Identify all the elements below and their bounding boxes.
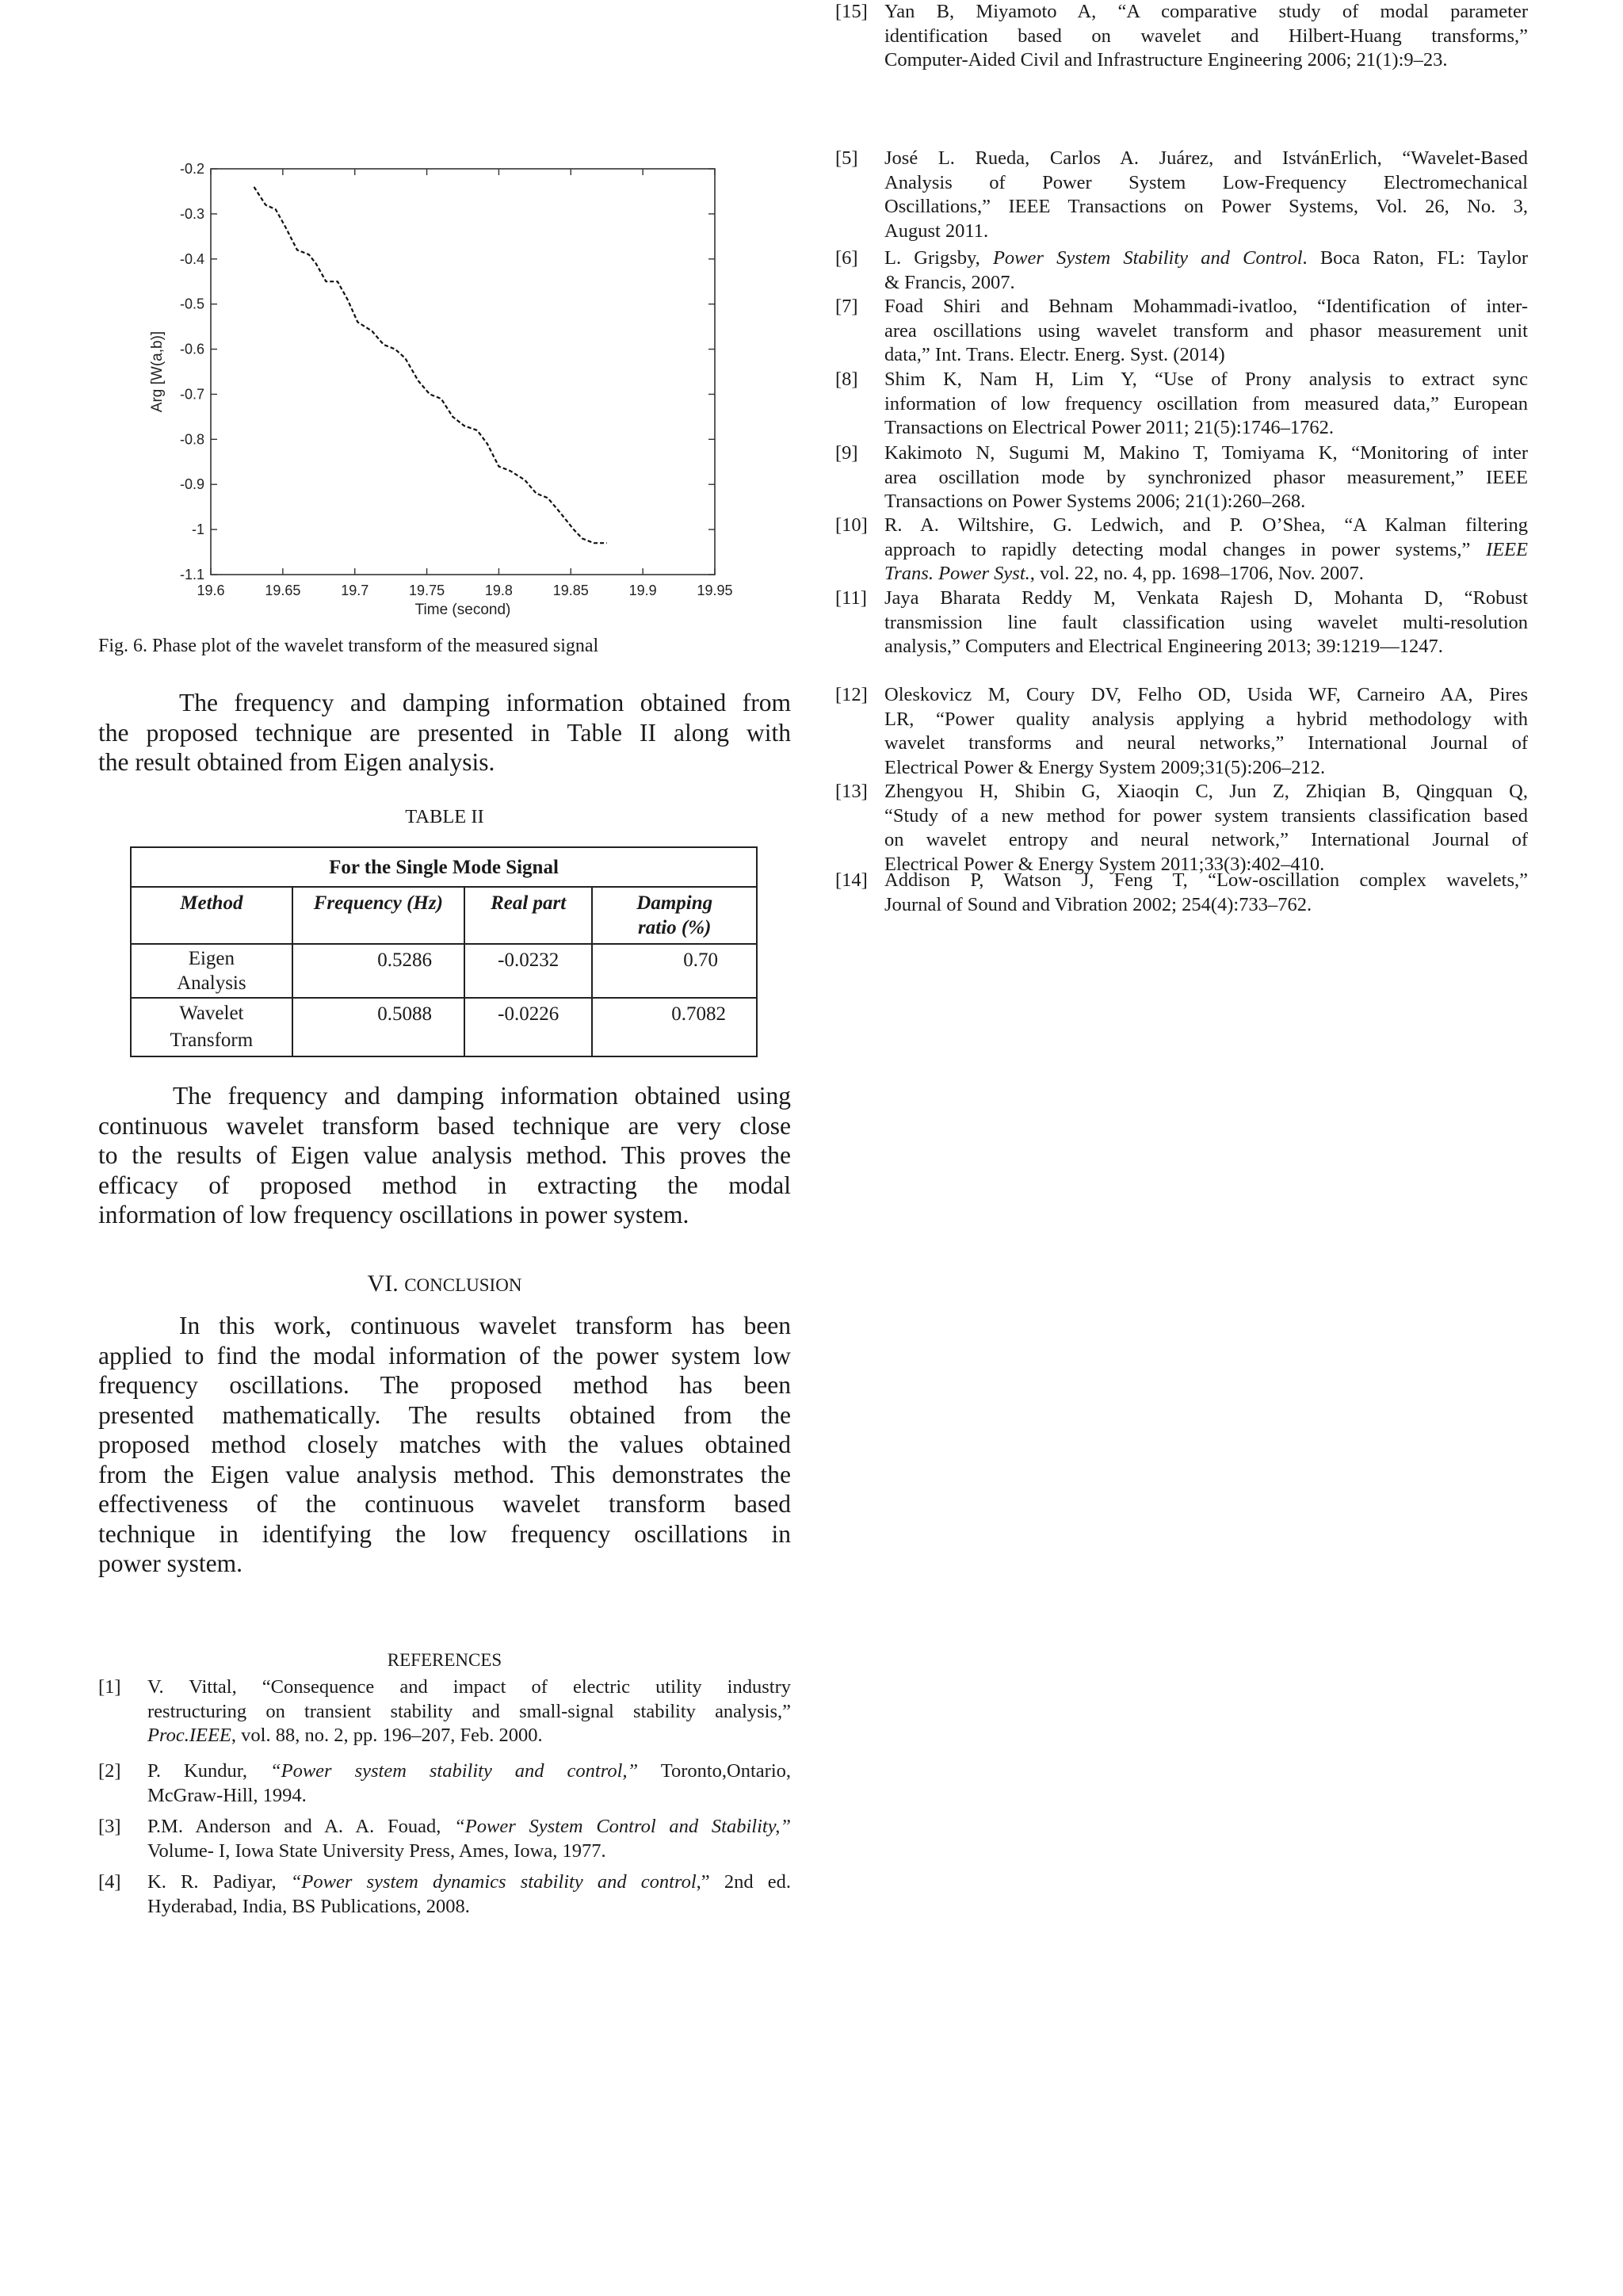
text-line: The frequency and damping information obtained using — [173, 1082, 791, 1110]
table-cell: 0.7082 — [592, 998, 757, 1056]
reference-number: [7] — [835, 296, 858, 317]
reference-line: identification based on wavelet and Hilbert-Huang transforms,” — [884, 25, 1528, 47]
reference-line: Yan B, Miyamoto A, “A comparative study of modal parameter — [884, 1, 1528, 22]
reference-text — [147, 1815, 791, 1863]
y-tick-label: -1.1 — [179, 567, 204, 583]
section-heading-references — [98, 1645, 791, 1672]
reference-line: P.M. Anderson and A. A. Fouad, “Power System Control and Stability,” — [147, 1816, 791, 1837]
reference-line: wavelet transforms and neural networks,” International Journal of — [884, 732, 1528, 754]
reference-line: L. Grigsby, Power System Stability and Control. Boca Raton, FL: Taylor — [884, 247, 1528, 269]
y-tick-label: -0.5 — [179, 296, 204, 312]
reference-line: Jaya Bharata Reddy M, Venkata Rajesh D, Mohanta D, “Robust — [884, 587, 1528, 609]
reference-line: area oscillations using wavelet transform and phasor measurement unit — [884, 319, 1528, 342]
y-axis-label: Arg [W(a,b)] — [149, 330, 166, 413]
reference-line: & Francis, 2007. — [884, 271, 1015, 293]
reference-line: Electrical Power & Energy System 2009;31(5):206–212. — [884, 756, 1326, 778]
phase-plot-chart — [98, 147, 791, 622]
reference-number: [4] — [98, 1871, 121, 1893]
reference-line: data,” Int. Trans. Electr. Energ. Syst. (2014) — [884, 344, 1225, 365]
text-line: The frequency and damping information obtained from — [179, 689, 791, 716]
reference-line: R. A. Wiltshire, G. Ledwich, and P. O’Shea, “A Kalman filtering — [884, 514, 1528, 536]
reference-number: [13] — [835, 781, 868, 802]
reference-line: V. Vittal, “Consequence and impact of electric utility industry — [147, 1676, 791, 1698]
reference-line: Oscillations,” IEEE Transactions on Power Systems, Vol. 26, No. 3, — [884, 196, 1528, 217]
reference-line: Transactions on Electrical Power 2011; 21(5):1746–1762. — [884, 417, 1335, 438]
reference-line: on wavelet entropy and neural network,” International Journal of — [884, 829, 1528, 850]
table-header: Frequency (Hz) — [292, 887, 464, 944]
italic-title: “Power System Control and Stability,” — [454, 1816, 791, 1837]
table-header: Damping ratio (%) — [592, 887, 757, 944]
table-row — [131, 998, 757, 1056]
reference-text — [884, 368, 1528, 441]
paragraph-table-intro — [98, 688, 791, 777]
reference-text — [884, 586, 1528, 659]
reference-number: [12] — [835, 684, 868, 705]
reference-text — [884, 441, 1528, 514]
figure-caption: Fig. 6. Phase plot of the wavelet transform of the measured signal — [98, 636, 599, 656]
italic-title: “Power system dynamics stability and control — [290, 1871, 697, 1893]
table-header: Method — [131, 887, 292, 944]
table-header: Real part — [464, 887, 592, 944]
text-line: applied to find the modal information of the power system low — [98, 1341, 791, 1370]
reference-number: [3] — [98, 1816, 121, 1837]
reference-line: Analysis of Power System Low-Frequency Electromechanical — [884, 171, 1528, 193]
reference-number: [14] — [835, 869, 868, 891]
reference-number: [5] — [835, 147, 858, 169]
y-tick-label: -0.8 — [179, 431, 204, 448]
reference-line: Oleskovicz M, Coury DV, Felho OD, Usida WF, Carneiro AA, Pires — [884, 684, 1528, 705]
x-tick-label: 19.9 — [628, 583, 657, 598]
reference-line: Kakimoto N, Sugumi M, Makino T, Tomiyama K, “Monitoring of inter — [884, 442, 1528, 464]
reference-line: August 2011. — [884, 220, 989, 242]
y-tick-label: -0.4 — [179, 250, 204, 267]
text-line: presented mathematically. The results obtained from the — [98, 1400, 791, 1429]
x-tick-label: 19.8 — [484, 583, 513, 598]
y-tick-label: -1 — [191, 521, 204, 538]
reference-line: Computer-Aided Civil and Infrastructure Engineering 2006; 21(1):9–23. — [884, 49, 1448, 71]
table-cell: 0.5286 — [292, 944, 464, 998]
x-tick-label: 19.7 — [341, 583, 369, 598]
reference-number: [1] — [98, 1676, 121, 1698]
section-heading-conclusion — [98, 1270, 791, 1297]
y-tick-label: -0.2 — [179, 161, 204, 177]
x-axis-label: Time (second) — [414, 602, 511, 618]
reference-text — [147, 1675, 791, 1748]
reference-line: Volume- I, Iowa State University Press, Ames, Iowa, 1977. — [147, 1839, 606, 1862]
figure-6 — [98, 147, 791, 638]
x-tick-label: 19.95 — [697, 583, 733, 598]
reference-line: Transactions on Power Systems 2006; 21(1):260–268. — [884, 491, 1306, 512]
text-line: frequency oscillations. The proposed method has been — [98, 1371, 791, 1399]
reference-text — [884, 246, 1528, 295]
reference-text — [884, 780, 1528, 877]
reference-line: K. R. Padiyar, “Power system dynamics stability and control,” 2nd ed. — [147, 1871, 791, 1893]
table-row — [131, 944, 757, 998]
table-cell: 0.5088 — [292, 998, 464, 1056]
reference-line: Shim K, Nam H, Lim Y, “Use of Prony analysis to extract sync — [884, 369, 1528, 390]
reference-number: [9] — [835, 442, 858, 464]
section-title: CONCLUSION — [404, 1275, 522, 1295]
y-tick-label: -0.7 — [179, 386, 204, 403]
text-line: the proposed technique are presented in Table II along with — [98, 718, 791, 747]
table-cell: Eigen Analysis — [131, 944, 292, 998]
y-tick-label: -0.3 — [179, 205, 204, 222]
italic-title: Trans. Power Syst. — [884, 563, 1030, 584]
results-table — [130, 846, 758, 1057]
text-line: to the results of Eigen value analysis method. This proves the — [98, 1141, 791, 1169]
reference-text — [884, 683, 1528, 780]
x-tick-label: 19.6 — [197, 583, 225, 598]
paragraph-discussion — [98, 1081, 791, 1230]
reference-number: [6] — [835, 247, 858, 269]
italic-title: Proc.IEEE — [147, 1725, 231, 1746]
x-tick-label: 19.75 — [409, 583, 445, 598]
paragraph-conclusion — [98, 1311, 791, 1579]
reference-line: McGraw-Hill, 1994. — [147, 1784, 307, 1806]
reference-line: approach to rapidly detecting modal changes in power systems,” IEEE — [884, 538, 1528, 560]
reference-line: restructuring on transient stability and small-signal stability analysis,” — [147, 1700, 791, 1722]
table-title: TABLE II — [405, 806, 484, 827]
plot-area — [211, 169, 715, 575]
reference-line: Electrical Power & Energy System 2011;33(3):402–410. — [884, 853, 1325, 875]
reference-line: José L. Rueda, Carlos A. Juárez, and IstvánErlich, “Wavelet-Based — [884, 147, 1528, 169]
reference-number: [8] — [835, 369, 858, 390]
reference-number: [15] — [835, 1, 868, 22]
reference-line: information of low frequency oscillation from measured data,” European — [884, 392, 1528, 415]
reference-line: P. Kundur, “Power system stability and control,” Toronto,Ontario, — [147, 1760, 792, 1782]
reference-line: “Study of a new method for power system transients classification based — [884, 804, 1528, 827]
reference-line: transmission line fault classification using wavelet multi-resolution — [884, 611, 1528, 633]
reference-line: Addison P, Watson J, Feng T, “Low-oscillation complex wavelets,” — [884, 869, 1528, 891]
reference-line: Zhengyou H, Shibin G, Xiaoqin C, Jun Z, Zhiqian B, Qingquan Q, — [884, 781, 1528, 802]
reference-line: Journal of Sound and Vibration 2002; 254(4):733–762. — [884, 893, 1312, 915]
reference-text — [884, 869, 1528, 917]
x-tick-label: 19.65 — [265, 583, 301, 598]
text-line: the result obtained from Eigen analysis. — [98, 748, 495, 776]
italic-title: “Power system stability and control,” — [270, 1760, 639, 1782]
text-line: information of low frequency oscillations in power system. — [98, 1201, 689, 1228]
x-tick-label: 19.85 — [552, 583, 589, 598]
table-cell: -0.0226 — [464, 998, 592, 1056]
text-line: In this work, continuous wavelet transform has been — [179, 1312, 791, 1339]
text-line: proposed method closely matches with the values obtained — [98, 1431, 791, 1458]
table-cell: 0.70 — [592, 944, 757, 998]
table-caption: For the Single Mode Signal — [131, 847, 757, 887]
reference-number: [11] — [835, 587, 867, 609]
table-cell: Wavelet Transform — [131, 998, 292, 1056]
reference-line: analysis,” Computers and Electrical Engineering 2013; 39:1219—1247. — [884, 636, 1443, 657]
reference-text — [884, 295, 1528, 368]
reference-text — [147, 1870, 791, 1919]
section-title: REFERENCES — [387, 1650, 502, 1670]
reference-line: Foad Shiri and Behnam Mohammadi-ivatloo, “Identification of inter- — [884, 296, 1528, 317]
reference-line: area oscillation mode by synchronized phasor measurement,” IEEE — [884, 466, 1528, 488]
text-line: effectiveness of the continuous wavelet transform based — [98, 1490, 791, 1518]
reference-number: [10] — [835, 514, 868, 536]
text-line: technique in identifying the low frequency oscillations in — [98, 1519, 791, 1548]
text-line: efficacy of proposed method in extracting the modal — [98, 1171, 791, 1199]
italic-title: IEEE — [1485, 538, 1528, 560]
reference-text — [884, 514, 1528, 586]
reference-line: Hyderabad, India, BS Publications, 2008. — [147, 1895, 470, 1917]
text-line: continuous wavelet transform based technique are very close — [98, 1111, 791, 1140]
y-tick-label: -0.6 — [179, 341, 204, 357]
reference-line: Proc.IEEE, vol. 88, no. 2, pp. 196–207, Feb. 2000. — [147, 1725, 543, 1746]
reference-line: LR, “Power quality analysis applying a hybrid methodology with — [884, 708, 1528, 730]
reference-text — [884, 0, 1528, 73]
italic-title: Power System Stability and Control — [992, 247, 1303, 269]
text-line: power system. — [98, 1549, 242, 1577]
reference-line: Trans. Power Syst., vol. 22, no. 4, pp. 1698–1706, Nov. 2007. — [884, 563, 1364, 584]
y-tick-label: -0.9 — [179, 476, 204, 493]
reference-number: [2] — [98, 1760, 121, 1782]
section-number: VI. — [367, 1270, 399, 1297]
text-line: from the Eigen value analysis method. This demonstrates the — [98, 1460, 791, 1488]
reference-text — [884, 147, 1528, 243]
reference-text — [147, 1759, 791, 1808]
table-cell: -0.0232 — [464, 944, 592, 998]
